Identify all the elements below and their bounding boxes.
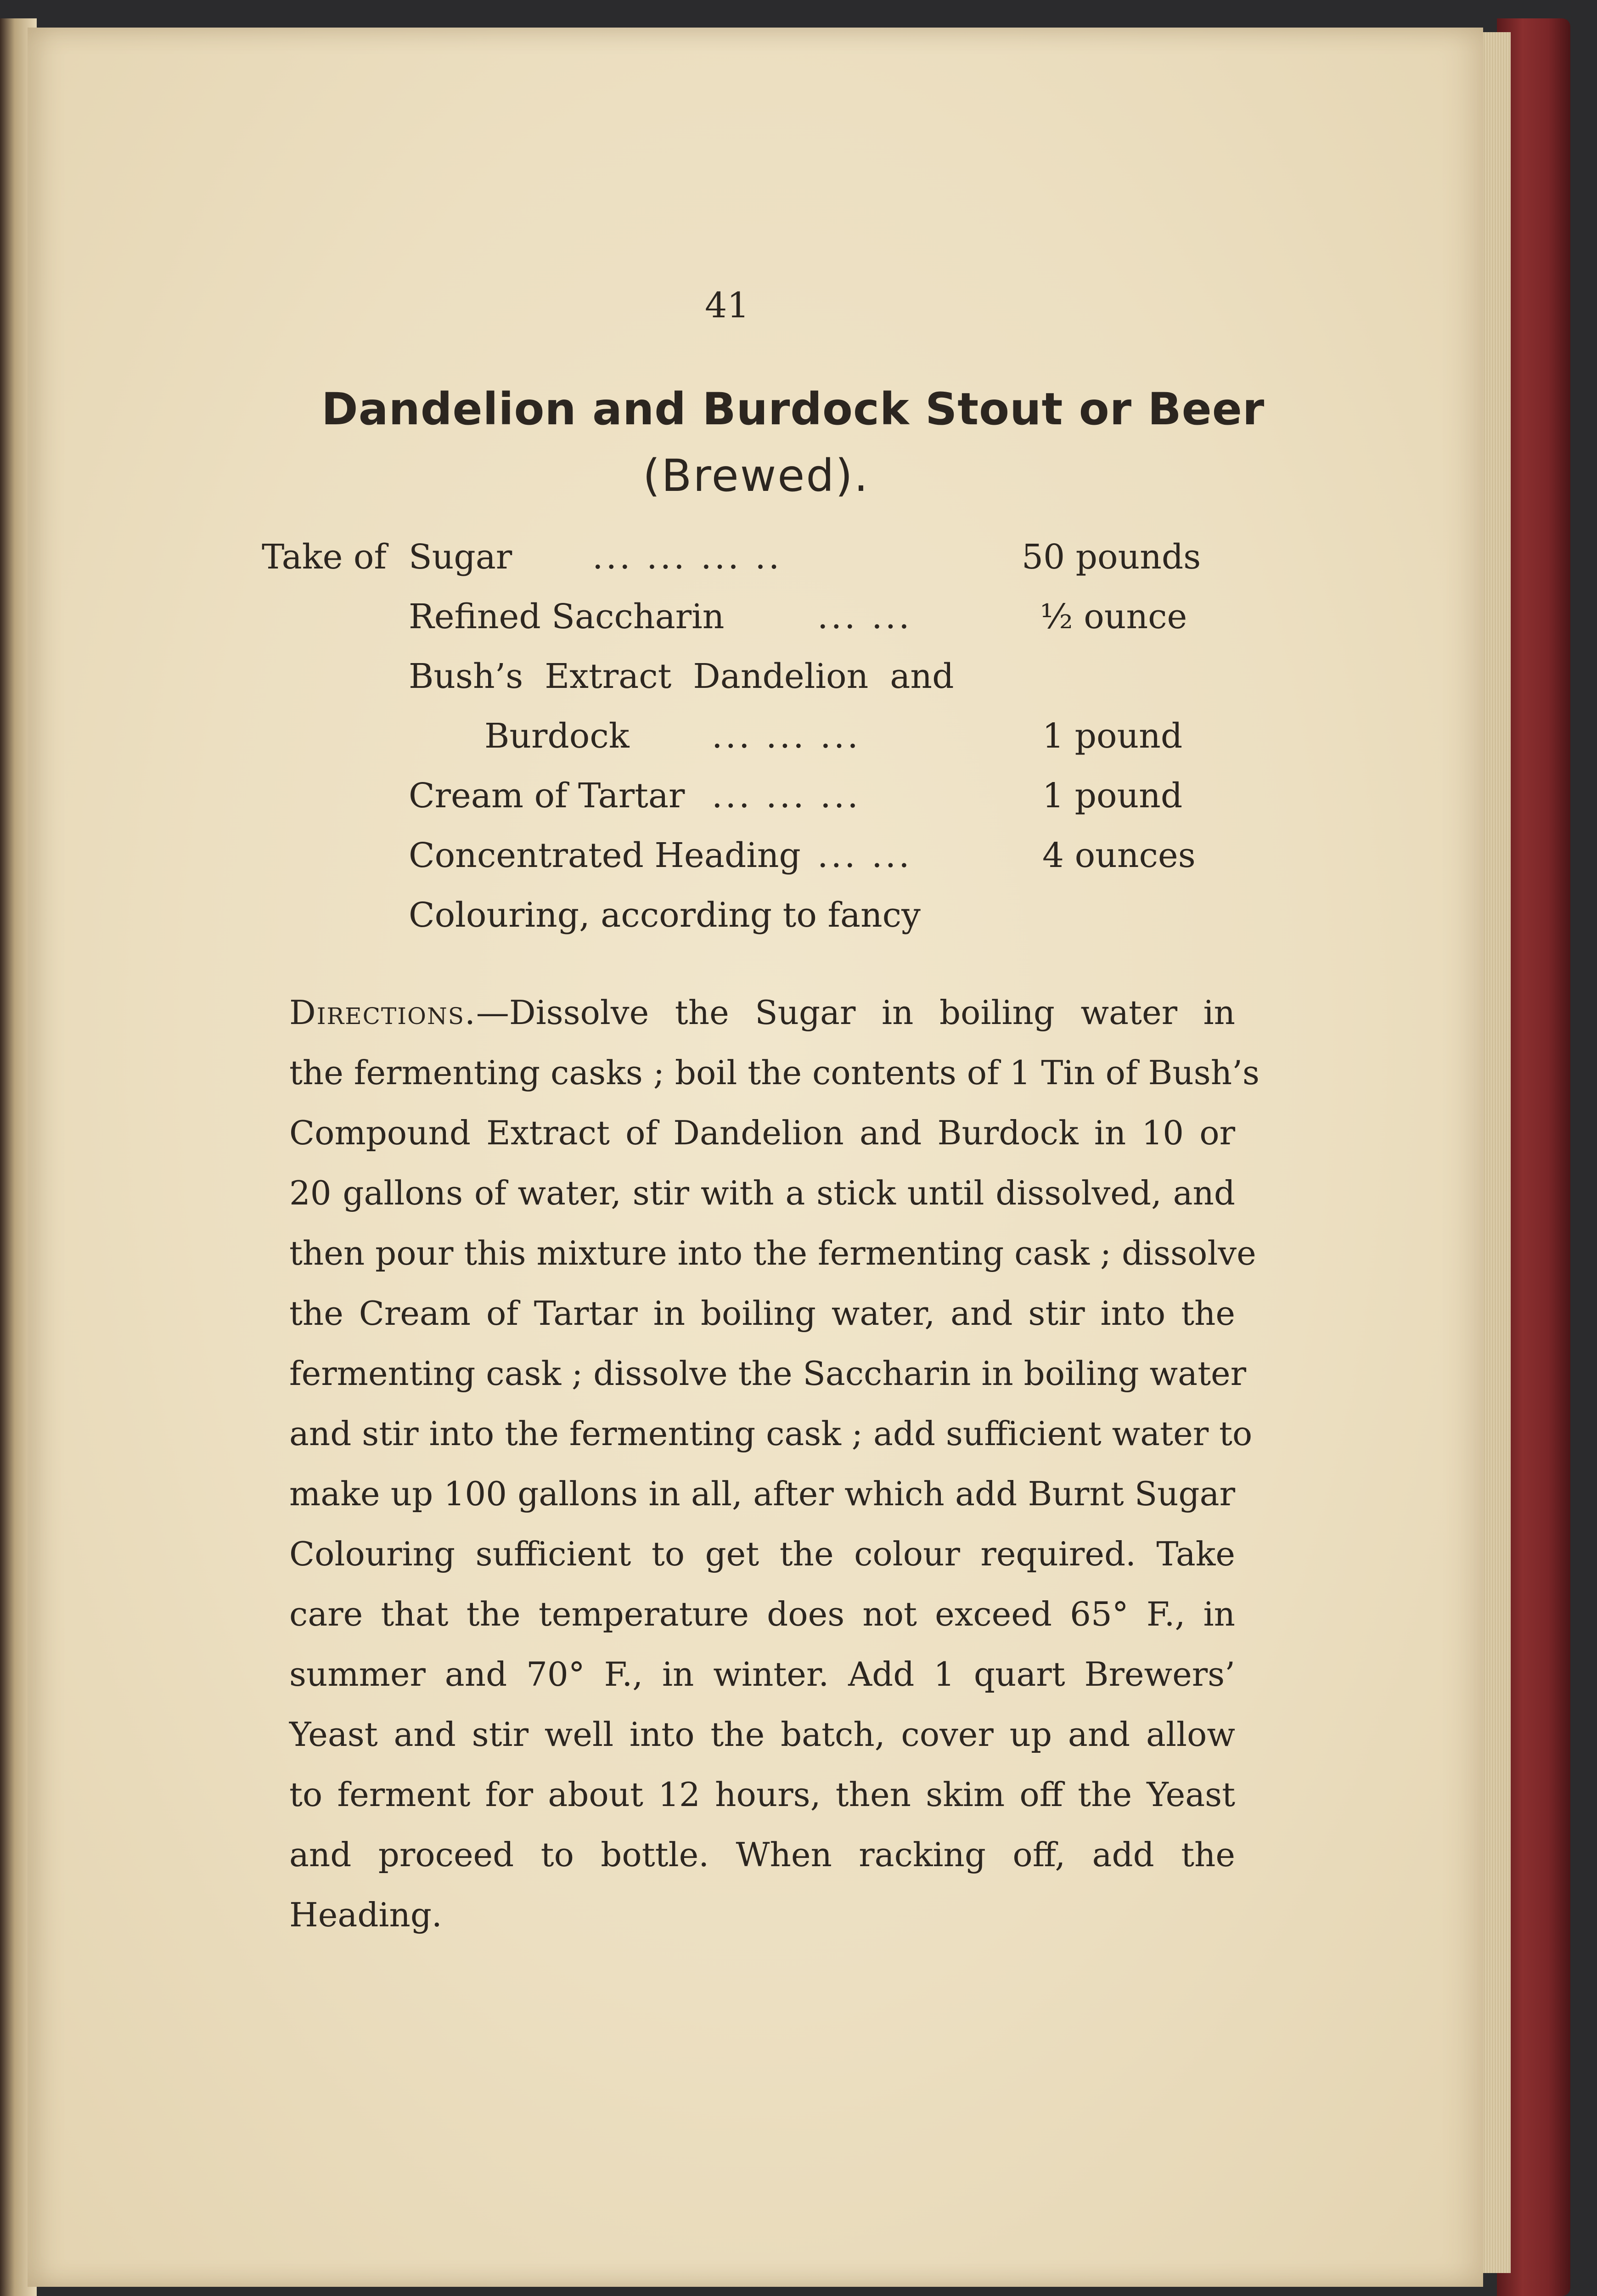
directions-paragraph xyxy=(289,983,1260,1945)
paragraph-line: then pour this mixture into the fermenting cask ; dissolve xyxy=(289,1234,1256,1272)
leader-dots: ... ... ... xyxy=(712,716,861,756)
ingredient-name: Burdock xyxy=(484,716,630,756)
paragraph-line: and stir into the fermenting cask ; add sufficient water to xyxy=(289,1414,1253,1453)
ingredient-quantity: ½ ounce xyxy=(1040,597,1187,636)
paragraph-line xyxy=(289,983,1235,1043)
paragraph-line: and proceed to bottle. When racking off, add the xyxy=(289,1835,1235,1874)
ingredient-quantity: 4 ounces xyxy=(1042,836,1196,875)
paragraph-line: Heading. xyxy=(289,1896,442,1934)
paragraph-line: Colouring sufficient to get the colour required. Take xyxy=(289,1535,1235,1573)
ingredient-name: Concentrated Heading xyxy=(409,836,801,875)
paragraph-line: 20 gallons of water, stir with a stick until dissolved, and xyxy=(289,1174,1235,1212)
ingredient-name: Sugar xyxy=(409,537,512,577)
ingredient-name: Refined Saccharin xyxy=(409,597,725,636)
ingredient-quantity: 1 pound xyxy=(1042,776,1183,816)
page-number: 41 xyxy=(705,285,749,326)
ingredient-quantity: 1 pound xyxy=(1042,716,1183,756)
paragraph-line: the fermenting casks ; boil the contents of 1 Tin of Bush’s xyxy=(289,1053,1260,1092)
ingredient-quantity: 50 pounds xyxy=(1022,537,1201,577)
ingredient-name: Colouring, according to fancy xyxy=(409,895,921,935)
directions-label: Directions. xyxy=(289,993,476,1032)
leader-dots: ... ... ... .. xyxy=(592,537,782,577)
paragraph-line: the Cream of Tartar in boiling water, and stir into the xyxy=(289,1294,1235,1333)
paragraph-line: to ferment for about 12 hours, then skim off the Yeast xyxy=(289,1775,1235,1814)
ingredient-name: Bush’s Extract Dandelion and xyxy=(409,657,954,696)
ingredient-name: Cream of Tartar xyxy=(409,776,685,816)
ingredients-intro: Take of xyxy=(262,537,387,577)
paragraph-text: —Dissolve the Sugar in boiling water in xyxy=(476,993,1235,1032)
recipe-subtitle: (Brewed). xyxy=(643,450,870,501)
paragraph-line: make up 100 gallons in all, after which add Burnt Sugar xyxy=(289,1474,1235,1513)
paragraph-line: Compound Extract of Dandelion and Burdock in 10 or xyxy=(289,1114,1235,1152)
paragraph-line: care that the temperature does not exceed 65° F., in xyxy=(289,1595,1235,1633)
paragraph-line: summer and 70° F., in winter. Add 1 quart Brewers’ xyxy=(289,1655,1235,1694)
book-page xyxy=(28,28,1483,2287)
leader-dots: ... ... xyxy=(817,597,912,636)
recipe-title: Dandelion and Burdock Stout or Beer xyxy=(321,383,1265,435)
paragraph-line: Yeast and stir well into the batch, cover up and allow xyxy=(289,1715,1235,1754)
paragraph-line: fermenting cask ; dissolve the Saccharin in boiling water xyxy=(289,1354,1247,1393)
leader-dots: ... ... ... xyxy=(712,776,861,816)
leader-dots: ... ... xyxy=(817,836,912,875)
